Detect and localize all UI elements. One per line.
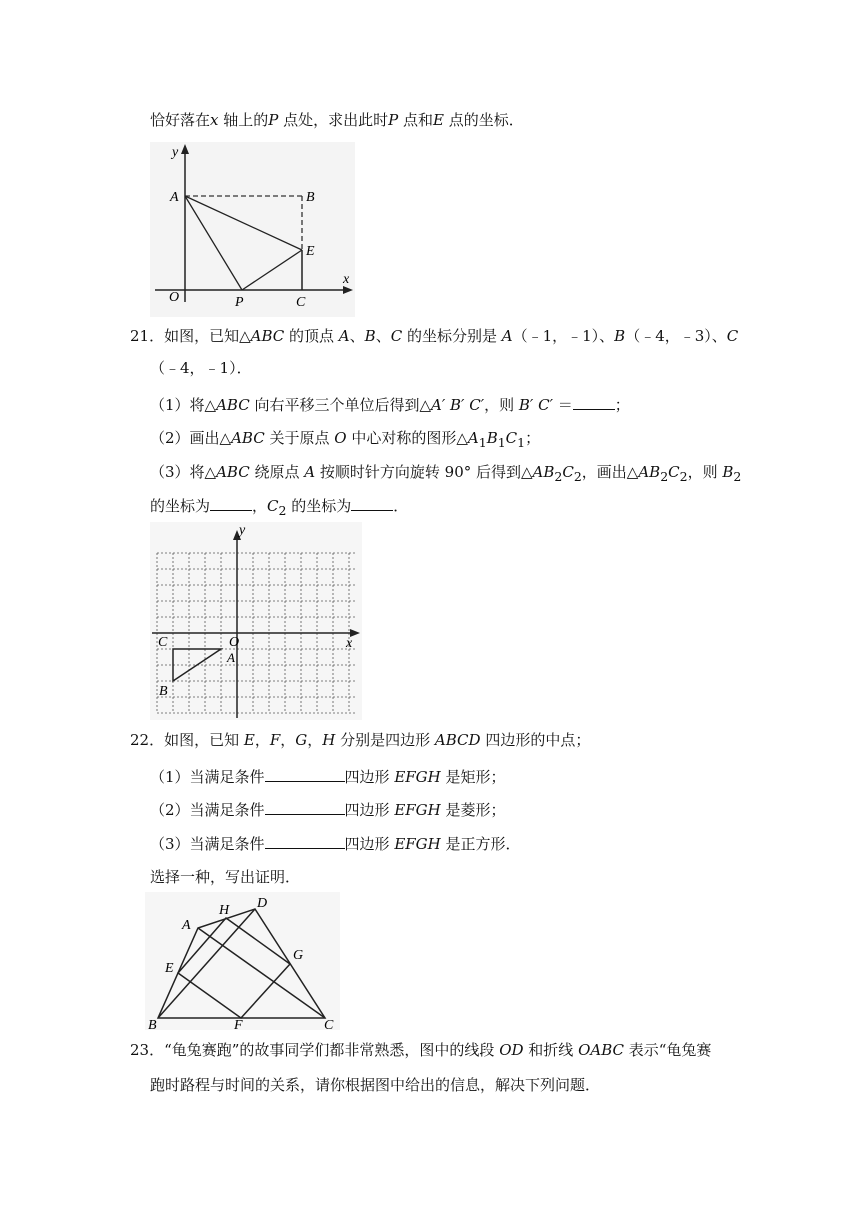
- q21-grid-figure: [150, 522, 362, 720]
- q22-cond2: （2）当满足条件 四边形 EFGH 是菱形；: [150, 801, 506, 819]
- q23-line2: 跑时路程与时间的关系，请你根据图中给出的信息，解决下列问题．: [150, 1076, 601, 1094]
- q23-line1: 23．“龟兔赛跑”的故事同学们都非常熟悉，图中的线段 OD 和折线 OABC 表示“龟兔赛: [130, 1041, 712, 1059]
- label-E: E: [306, 244, 315, 259]
- q22-line1: 22．如图，已知 E，F，G，H 分别是四边形 ABCD 四边形的中点；: [130, 731, 591, 749]
- label-y: y: [239, 523, 246, 538]
- q21-part3: （3）将△ABC 绕原点 A 按顺时针方向旋转 90° 后得到$\triangle AB_2C_2$，画出$\triangle AB_2C_2$，则 $B_2$: [150, 463, 742, 484]
- answer-blank[interactable]: [265, 834, 345, 849]
- q22-choose: 选择一种，写出证明．: [150, 868, 301, 886]
- q20-text: 恰好落在x 轴上的P 点处，求出此时P 点和E 点的坐标．: [150, 111, 524, 129]
- label-O: O: [229, 635, 240, 650]
- label-C: C: [158, 635, 168, 650]
- label-A: A: [227, 650, 235, 665]
- q22-cond3: （3）当满足条件 四边形 EFGH 是正方形．: [150, 835, 521, 853]
- label-E: E: [165, 961, 174, 976]
- answer-blank[interactable]: [573, 395, 615, 410]
- label-C: C: [324, 1018, 334, 1030]
- label-A: A: [170, 190, 179, 205]
- label-A: A: [182, 918, 191, 933]
- q21-line2: （﹣4，﹣1）．: [150, 359, 252, 377]
- label-D: D: [257, 896, 268, 911]
- label-H: H: [219, 903, 230, 918]
- q22-cond1: （1）当满足条件 四边形 EFGH 是矩形；: [150, 768, 506, 786]
- label-x: x: [343, 272, 350, 287]
- q21-part1: （1）将△ABC 向右平移三个单位后得到△A′ B′ C′，则 B′ C′ ＝ ；: [150, 396, 630, 414]
- answer-blank[interactable]: [265, 767, 345, 782]
- answer-blank[interactable]: [210, 496, 252, 511]
- label-C: C: [296, 295, 306, 310]
- q21-line1: 21．如图，已知△ABC 的顶点 A、B、C 的坐标分别是 A（﹣1，﹣1）、B（﹣4，﹣3）、C: [130, 327, 739, 345]
- label-F: F: [234, 1018, 243, 1030]
- label-B: B: [148, 1018, 157, 1030]
- label-G: G: [293, 948, 304, 963]
- q21-part4: 的坐标为 ，$C_2$ 的坐标为 ．: [150, 497, 409, 518]
- label-B: B: [306, 190, 315, 205]
- q20-figure: [150, 142, 355, 317]
- answer-blank[interactable]: [265, 800, 345, 815]
- answer-blank[interactable]: [351, 496, 393, 511]
- label-B: B: [159, 684, 168, 699]
- label-x: x: [346, 636, 353, 651]
- label-y: y: [172, 145, 179, 160]
- label-P: P: [235, 295, 244, 310]
- q21-part2: （2）画出△ABC 关于原点 O 中心对称的图形$\triangle A_1B_1C_1$；: [150, 429, 541, 450]
- label-O: O: [169, 290, 180, 305]
- q22-figure: [145, 892, 340, 1030]
